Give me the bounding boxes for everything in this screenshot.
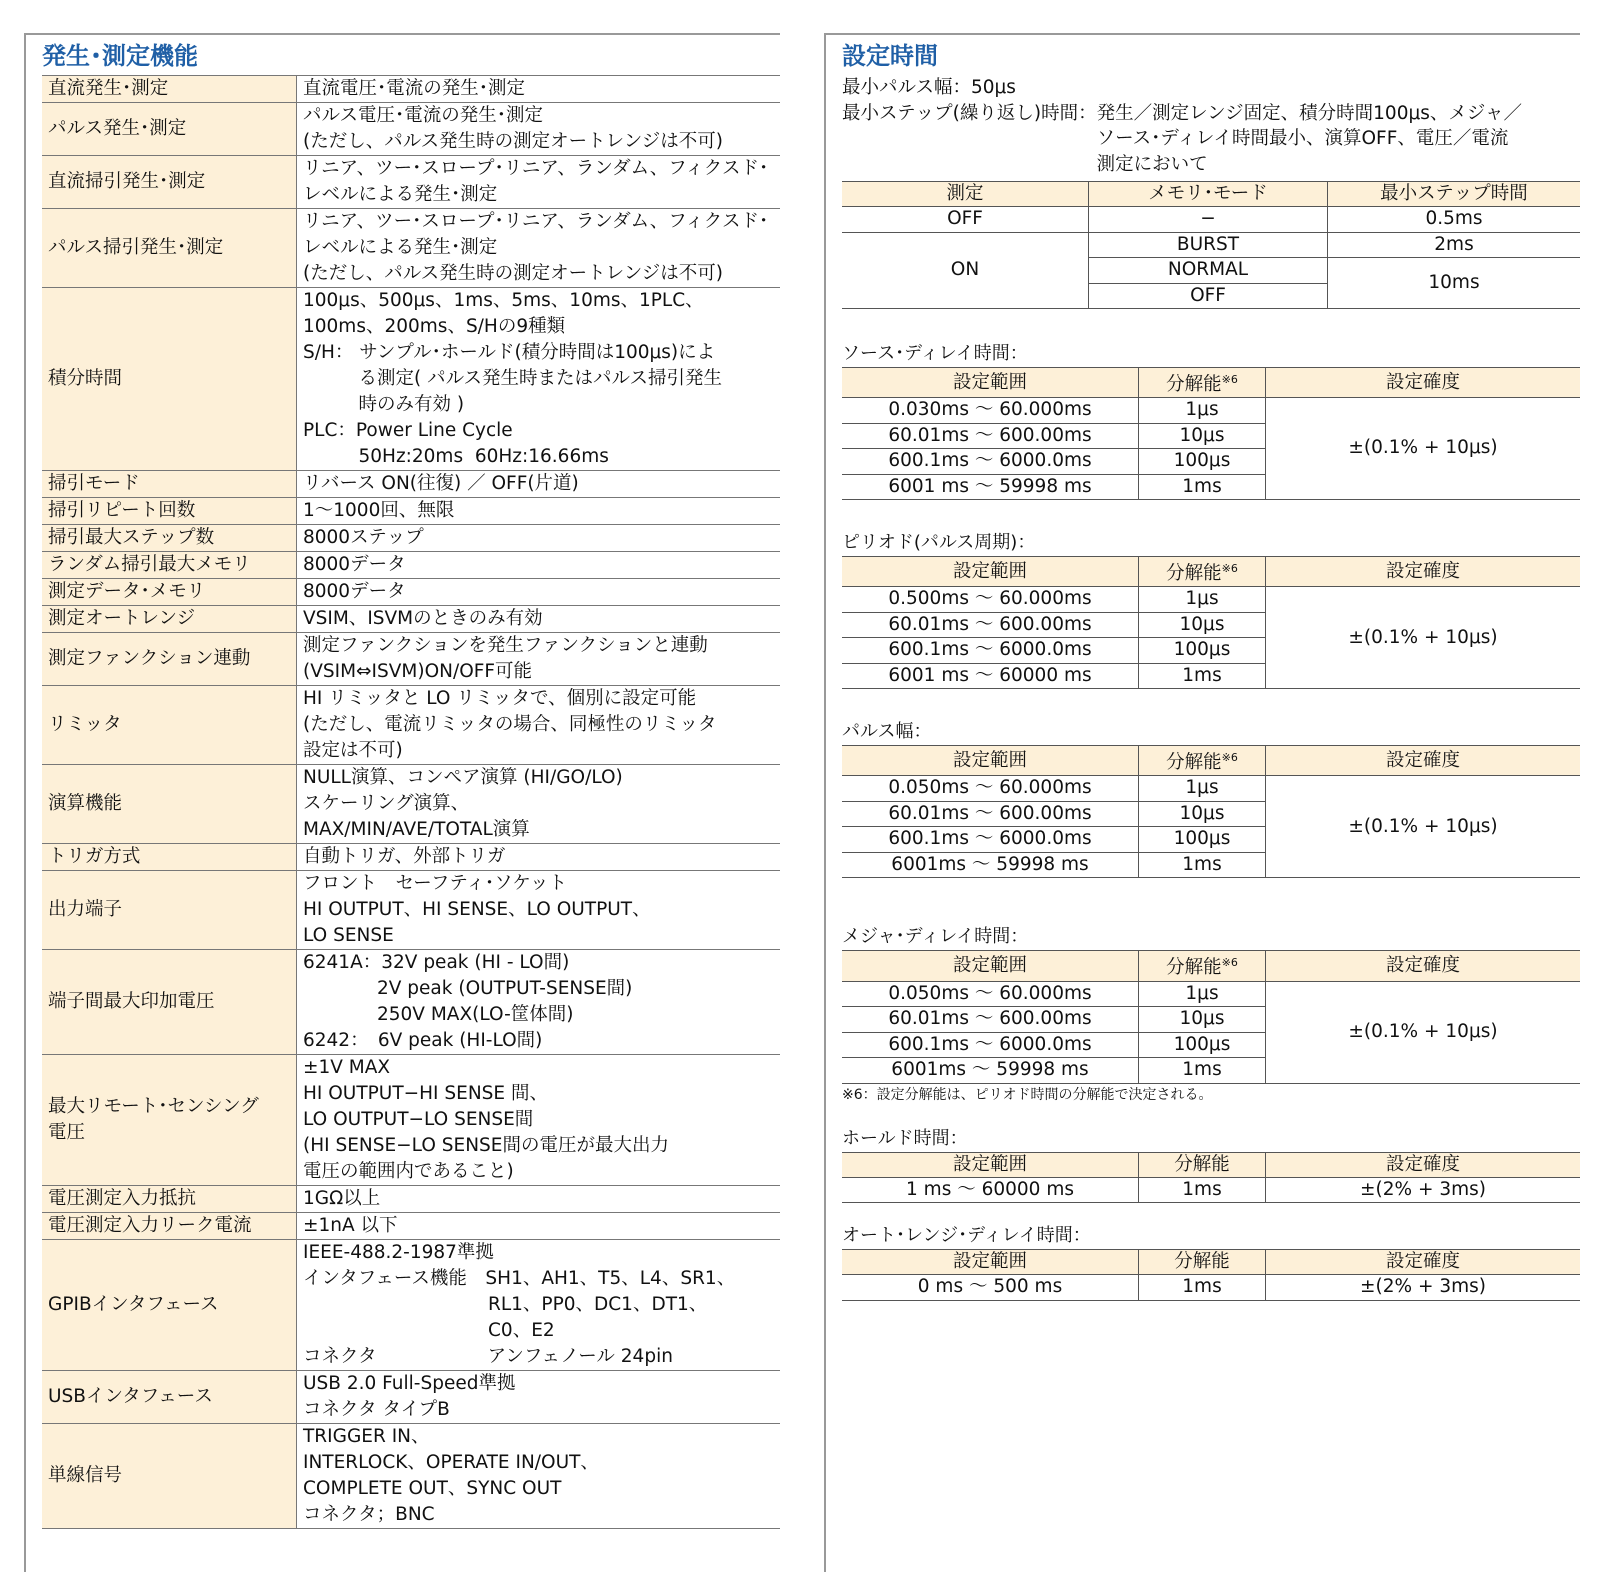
col-header-text: 分解能 bbox=[1166, 374, 1222, 396]
range-cell: 600.1ms 〜 6000.0ms bbox=[842, 449, 1139, 475]
footnote-mark: ※6 bbox=[1221, 373, 1238, 386]
spec-value: 100μs、500μs、1ms、5ms、10ms、1PLC、 100ms、200ms、S/Hの9種類 S/H： サンプル･ホールド(積分時間は100μs)によ る測定( パルス発生時またはパルス掃引発生 時のみ有効 ) PLC：Power Line Cycle 50Hz:20ms 60Hz:16.66ms bbox=[297, 288, 781, 471]
spec-value: USB 2.0 Full-Speed準拠 コネクタ タイプB bbox=[297, 1371, 781, 1424]
table-cell: 0 ms 〜 500 ms bbox=[842, 1275, 1139, 1301]
col-header: 設定確度 bbox=[1266, 951, 1581, 981]
resolution-cell: 10μs bbox=[1139, 801, 1266, 827]
spec-value: HI リミッタと LO リミッタで、個別に設定可能 (ただし、電流リミッタの場合、同極性のリミッタ 設定は不可) bbox=[297, 686, 781, 765]
resolution-cell: 1μs bbox=[1139, 587, 1266, 613]
spec-value: パルス電圧･電流の発生･測定 (ただし、パルス発生時の測定オートレンジは不可) bbox=[297, 103, 781, 156]
spec-value: リニア、ツー･スロープ･リニア、ランダム、フィクスド･ レベルによる発生･測定 bbox=[297, 156, 781, 209]
spec-value: TRIGGER IN、 INTERLOCK、OPERATE IN/OUT、 COMPLETE OUT、SYNC OUT コネクタ；BNC bbox=[297, 1424, 781, 1529]
spec-value: IEEE-488.2-1987準拠 インタフェース機能 SH1、AH1、T5、L4、SR1、 RL1、PP0、DC1、DT1、 C0、E2 コネクタ アンフェノール 24pin bbox=[297, 1240, 781, 1371]
table-cell: OFF bbox=[1089, 283, 1328, 309]
col-header: 設定確度 bbox=[1266, 1152, 1581, 1177]
spec-value: 1〜1000回、無限 bbox=[297, 498, 781, 525]
spec-row bbox=[42, 525, 780, 552]
min-step-time bbox=[842, 101, 1580, 178]
table-caption: ソース･ディレイ時間： bbox=[842, 343, 1028, 364]
resolution-cell: 1ms bbox=[1139, 852, 1266, 878]
spec-key: 積分時間 bbox=[42, 288, 297, 471]
range-cell: 6001 ms 〜 60000 ms bbox=[842, 663, 1139, 689]
spec-key: 測定オートレンジ bbox=[42, 606, 297, 633]
spec-key: 最大リモート･センシング 電圧 bbox=[42, 1055, 297, 1186]
table-cell: OFF bbox=[842, 207, 1089, 233]
auto-range-delay-table bbox=[842, 1249, 1580, 1301]
resolution-cell: 100μs bbox=[1139, 827, 1266, 853]
resolution-cell: 100μs bbox=[1139, 449, 1266, 475]
table-cell: 1ms bbox=[1139, 1177, 1266, 1203]
pulse-width-table bbox=[842, 745, 1580, 878]
resolution-cell: 10μs bbox=[1139, 612, 1266, 638]
spec-value: リニア、ツー･スロープ･リニア、ランダム、フィクスド･ レベルによる発生･測定 (ただし、パルス発生時の測定オートレンジは不可) bbox=[297, 209, 781, 288]
resolution-cell: 100μs bbox=[1139, 638, 1266, 664]
col-header: 設定範囲 bbox=[842, 1250, 1139, 1275]
col-header bbox=[1139, 368, 1266, 398]
spec-key: 直流掃引発生･測定 bbox=[42, 156, 297, 209]
col-header: 分解能 bbox=[1139, 1152, 1266, 1177]
table-cell: 1ms bbox=[1139, 1275, 1266, 1301]
range-cell: 6001 ms 〜 59998 ms bbox=[842, 474, 1139, 500]
spec-key: 単線信号 bbox=[42, 1424, 297, 1529]
range-cell: 0.050ms 〜 60.000ms bbox=[842, 981, 1139, 1007]
resolution-cell: 1μs bbox=[1139, 398, 1266, 424]
spec-key: 掃引最大ステップ数 bbox=[42, 525, 297, 552]
range-cell: 0.050ms 〜 60.000ms bbox=[842, 776, 1139, 802]
spec-row bbox=[42, 1240, 780, 1371]
section-title: 設定時間 bbox=[842, 42, 938, 70]
spec-value: 直流電圧･電流の発生･測定 bbox=[297, 76, 781, 103]
col-header: 測定 bbox=[842, 182, 1089, 207]
right-column bbox=[824, 33, 1580, 1572]
col-header: 設定範囲 bbox=[842, 368, 1139, 398]
col-header: 設定範囲 bbox=[842, 951, 1139, 981]
col-header: 設定範囲 bbox=[842, 1152, 1139, 1177]
spec-key: 直流発生･測定 bbox=[42, 76, 297, 103]
source-delay-table bbox=[842, 367, 1580, 500]
range-cell: 600.1ms 〜 6000.0ms bbox=[842, 827, 1139, 853]
spec-key: リミッタ bbox=[42, 686, 297, 765]
resolution-cell: 1μs bbox=[1139, 981, 1266, 1007]
section-title: 発生･測定機能 bbox=[42, 42, 198, 70]
table-caption: メジャ･ディレイ時間： bbox=[842, 926, 1029, 948]
measure-delay-table bbox=[842, 950, 1580, 1083]
spec-row bbox=[42, 76, 780, 103]
left-column bbox=[24, 33, 780, 1572]
col-header-text: 分解能 bbox=[1166, 752, 1222, 774]
range-cell: 60.01ms 〜 600.00ms bbox=[842, 612, 1139, 638]
table-caption: ピリオド(パルス周期)： bbox=[842, 532, 1036, 554]
col-header: 設定確度 bbox=[1266, 1250, 1581, 1275]
spec-row bbox=[42, 1213, 780, 1240]
spec-row bbox=[42, 633, 780, 686]
resolution-cell: 10μs bbox=[1139, 1007, 1266, 1033]
spec-value: 6241A：32V peak (HI - LO間) 2V peak (OUTPUT-SENSE間) 250V MAX(LO-筐体間) 6242： 6V peak (HI-LO間) bbox=[297, 950, 781, 1055]
spec-value: 8000データ bbox=[297, 579, 781, 606]
table-cell: ON bbox=[842, 232, 1089, 309]
spec-value: 1GΩ以上 bbox=[297, 1186, 781, 1213]
accuracy-cell: ±(0.1% + 10μs) bbox=[1266, 776, 1581, 878]
range-cell: 6001ms 〜 59998 ms bbox=[842, 852, 1139, 878]
table-caption: パルス幅： bbox=[842, 721, 932, 743]
col-header: 設定確度 bbox=[1266, 557, 1581, 587]
spec-row bbox=[42, 844, 780, 871]
spec-key: パルス発生･測定 bbox=[42, 103, 297, 156]
range-cell: 0.030ms 〜 60.000ms bbox=[842, 398, 1139, 424]
spec-row bbox=[42, 606, 780, 633]
resolution-cell: 10μs bbox=[1139, 423, 1266, 449]
spec-key: 掃引モード bbox=[42, 471, 297, 498]
spec-value: ±1nA 以下 bbox=[297, 1213, 781, 1240]
col-header: 設定確度 bbox=[1266, 368, 1581, 398]
spec-row bbox=[42, 471, 780, 498]
spec-key: 出力端子 bbox=[42, 871, 297, 950]
step-time-table bbox=[842, 181, 1580, 309]
spec-value: 測定ファンクションを発生ファンクションと連動 (VSIM⇔ISVM)ON/OFF可能 bbox=[297, 633, 781, 686]
table-cell: ±(2% + 3ms) bbox=[1266, 1177, 1581, 1203]
spec-row bbox=[42, 498, 780, 525]
spec-value: VSIM、ISVMのときのみ有効 bbox=[297, 606, 781, 633]
col-header-text: 分解能 bbox=[1166, 957, 1222, 979]
spec-value: リバース ON(往復) ／ OFF(片道) bbox=[297, 471, 781, 498]
spec-row bbox=[42, 103, 780, 156]
spec-key: 掃引リピート回数 bbox=[42, 498, 297, 525]
accuracy-cell: ±(0.1% + 10μs) bbox=[1266, 981, 1581, 1083]
range-cell: 60.01ms 〜 600.00ms bbox=[842, 1007, 1139, 1033]
spec-value: 8000データ bbox=[297, 552, 781, 579]
range-cell: 60.01ms 〜 600.00ms bbox=[842, 423, 1139, 449]
col-header: 分解能 bbox=[1139, 1250, 1266, 1275]
spec-key: GPIBインタフェース bbox=[42, 1240, 297, 1371]
footnote-mark: ※6 bbox=[1221, 751, 1238, 765]
table-cell: BURST bbox=[1089, 232, 1328, 258]
resolution-cell: 100μs bbox=[1139, 1032, 1266, 1058]
spec-key: 電圧測定入力リーク電流 bbox=[42, 1213, 297, 1240]
spec-row bbox=[42, 209, 780, 288]
spec-row bbox=[42, 765, 780, 844]
spec-key: 端子間最大印加電圧 bbox=[42, 950, 297, 1055]
range-cell: 6001ms 〜 59998 ms bbox=[842, 1058, 1139, 1084]
spec-value: フロント セーフティ･ソケット HI OUTPUT、HI SENSE、LO OUTPUT、 LO SENSE bbox=[297, 871, 781, 950]
table-cell: ±(2% + 3ms) bbox=[1266, 1275, 1581, 1301]
spec-key: 電圧測定入力抵抗 bbox=[42, 1186, 297, 1213]
accuracy-cell: ±(0.1% + 10μs) bbox=[1266, 587, 1581, 689]
hold-time-table bbox=[842, 1152, 1580, 1204]
spec-value: NULL演算、コンペア演算 (HI/GO/LO) スケーリング演算、 MAX/MIN/AVE/TOTAL演算 bbox=[297, 765, 781, 844]
resolution-cell: 1ms bbox=[1139, 1058, 1266, 1084]
col-header bbox=[1139, 951, 1266, 981]
spec-row bbox=[42, 1371, 780, 1424]
spec-row bbox=[42, 288, 780, 471]
table-cell: 10ms bbox=[1328, 258, 1581, 309]
spec-key: トリガ方式 bbox=[42, 844, 297, 871]
range-cell: 60.01ms 〜 600.00ms bbox=[842, 801, 1139, 827]
col-header: 設定範囲 bbox=[842, 557, 1139, 587]
spec-value: 8000ステップ bbox=[297, 525, 781, 552]
table-cell: NORMAL bbox=[1089, 258, 1328, 284]
accuracy-cell: ±(0.1% + 10μs) bbox=[1266, 398, 1581, 500]
min-pulse-width: 最小パルス幅：50μs bbox=[842, 77, 1016, 98]
min-step-label: 最小ステップ(繰り返し)時間： bbox=[842, 102, 1097, 124]
spec-row bbox=[42, 686, 780, 765]
col-header bbox=[1139, 557, 1266, 587]
footnote-mark: ※6 bbox=[1221, 562, 1238, 576]
spec-key: パルス掃引発生･測定 bbox=[42, 209, 297, 288]
spec-row bbox=[42, 156, 780, 209]
col-header: 設定確度 bbox=[1266, 746, 1581, 776]
spec-value: 自動トリガ、外部トリガ bbox=[297, 844, 781, 871]
range-cell: 600.1ms 〜 6000.0ms bbox=[842, 1032, 1139, 1058]
spec-row bbox=[42, 1424, 780, 1529]
spec-key: ランダム掃引最大メモリ bbox=[42, 552, 297, 579]
spec-key: 測定データ･メモリ bbox=[42, 579, 297, 606]
resolution-cell: 1ms bbox=[1139, 663, 1266, 689]
min-step-text: 発生／測定レンジ固定、積分時間100μs、メジャ／ ソース･ディレイ時間最小、演算OFF、電圧／電流 測定において bbox=[1096, 102, 1523, 175]
col-header: 最小ステップ時間 bbox=[1328, 182, 1581, 207]
spec-key: 演算機能 bbox=[42, 765, 297, 844]
resolution-cell: 1μs bbox=[1139, 776, 1266, 802]
col-header: メモリ･モード bbox=[1089, 182, 1328, 207]
spec-row bbox=[42, 950, 780, 1055]
table-cell: 0.5ms bbox=[1328, 207, 1581, 233]
spec-row bbox=[42, 1186, 780, 1213]
spec-row bbox=[42, 1055, 780, 1186]
table-cell: − bbox=[1089, 207, 1328, 233]
footnote: ※6：設定分解能は、ピリオド時間の分解能で決定される。 bbox=[842, 1086, 1213, 1103]
table-caption: ホールド時間： bbox=[842, 1127, 968, 1149]
range-cell: 600.1ms 〜 6000.0ms bbox=[842, 638, 1139, 664]
spec-key: 測定ファンクション連動 bbox=[42, 633, 297, 686]
table-cell: 2ms bbox=[1328, 232, 1581, 258]
col-header bbox=[1139, 746, 1266, 776]
range-cell: 0.500ms 〜 60.000ms bbox=[842, 587, 1139, 613]
period-table bbox=[842, 556, 1580, 689]
spec-key: USBインタフェース bbox=[42, 1371, 297, 1424]
col-header: 設定範囲 bbox=[842, 746, 1139, 776]
spec-row bbox=[42, 579, 780, 606]
spec-row bbox=[42, 871, 780, 950]
spec-table bbox=[42, 75, 780, 1529]
footnote-mark: ※6 bbox=[1221, 956, 1238, 970]
table-cell: 1 ms 〜 60000 ms bbox=[842, 1177, 1139, 1203]
col-header-text: 分解能 bbox=[1166, 563, 1222, 585]
spec-value: ±1V MAX HI OUTPUT−HI SENSE 間、 LO OUTPUT−LO SENSE間 (HI SENSE−LO SENSE間の電圧が最大出力 電圧の範囲内であること) bbox=[297, 1055, 781, 1186]
resolution-cell: 1ms bbox=[1139, 474, 1266, 500]
spec-row bbox=[42, 552, 780, 579]
table-caption: オート･レンジ･ディレイ時間： bbox=[842, 1225, 1091, 1247]
